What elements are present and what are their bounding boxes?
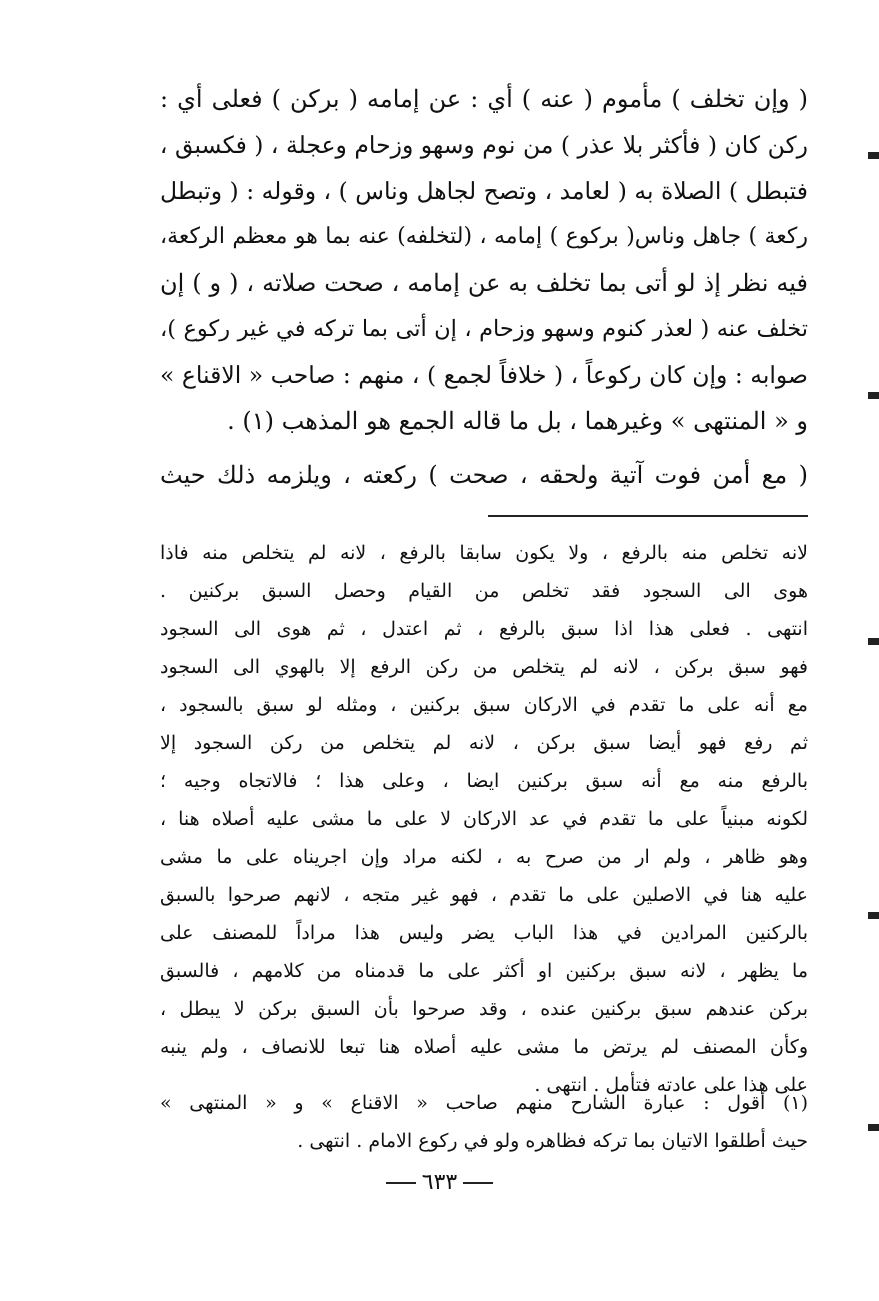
page-number-dash xyxy=(463,1182,493,1184)
main-text-line: تخلف عنه ( لعذر كنوم وسهو وزحام ، إن أتى بما تركه في غير ركوع )، xyxy=(160,316,808,342)
main-text-line: و « المنتهى » وغيرهما ، بل ما قاله الجمع هو المذهب (١) . xyxy=(227,407,808,435)
commentary-line: وهو ظاهر ، ولم ار من صرح به ، لكنه مراد وإن اجريناه على ما مشى xyxy=(160,846,808,868)
commentary-line: بالرفع منه مع أنه سبق بركنين ايضا ، وعلى هذا ؛ فالاتجاه وجيه ؛ xyxy=(160,770,808,792)
commentary-line: انتهى . فعلى هذا اذا سبق بالرفع ، ثم اعتدل ، ثم هوى الى السجود xyxy=(160,618,808,640)
scan-margin-mark xyxy=(868,1124,879,1131)
scan-margin-mark xyxy=(868,912,879,919)
scan-margin-mark xyxy=(868,638,879,645)
commentary-line: لكونه مبنياً على ما تقدم في عد الاركان لا على ما مشى عليه أصلاه هنا ، xyxy=(160,808,808,830)
footnote-line: (١) أقول : عبارة الشارح منهم صاحب « الاقناع » و « المنتهى » xyxy=(160,1092,808,1114)
footnote-line: حيث أطلقوا الاتيان بما تركه فظاهره ولو في ركوع الامام . انتهى . xyxy=(297,1130,808,1152)
footnote-separator xyxy=(488,515,808,517)
commentary-line: هوى الى السجود فقد تخلص من القيام وحصل السبق بركنين . xyxy=(160,580,808,602)
commentary-line: ثم رفع فهو أيضا سبق بركن ، لانه لم يتخلص من ركن السجود إلا xyxy=(160,732,808,754)
commentary-line: بركن عندهم سبق بركنين عنده ، وقد صرحوا بأن السبق بركن لا يبطل ، xyxy=(160,998,808,1020)
scan-margin-mark xyxy=(868,152,879,159)
commentary-line: على هذا على عادته فتأمل . انتهى . xyxy=(534,1074,808,1096)
main-text-line: ( وإن تخلف ) مأموم ( عنه ) أي : عن إمامه ( بركن ) فعلى أي : xyxy=(160,85,808,113)
main-text-line: ركعة ) جاهل وناس( بركوع ) إمامه ، (لتخلفه) عنه بما هو معظم الركعة، xyxy=(160,224,808,249)
page-number-dash xyxy=(386,1182,416,1184)
main-text-line: صوابه : وإن كان ركوعاً ، ( خلافاً لجمع ) ، منهم : صاحب « الاقناع » xyxy=(160,361,808,389)
commentary-line: وكأن المصنف لم يرتض ما مشى عليه أصلاه هنا تبعا للانصاف ، ولم ينبه xyxy=(160,1036,808,1058)
commentary-line: فهو سبق بركن ، لانه لم يتخلص من ركن الرفع إلا بالهوي الى السجود xyxy=(160,656,808,678)
page-number-value: ٦٣٣ xyxy=(421,1170,458,1195)
main-text-paragraph-start: ( مع أمن فوت آتية ولحقه ، صحت ) ركعته ، ويلزمه ذلك حيث xyxy=(160,461,808,489)
main-text-line: ركن كان ( فأكثر بلا عذر ) من نوم وسهو وزحام وعجلة ، ( فكسبق ، xyxy=(159,131,808,159)
commentary-line: لانه تخلص منه بالرفع ، ولا يكون سابقا بالرفع ، لانه لم يتخلص منه فاذا xyxy=(160,542,808,564)
main-text-line: فيه نظر إذ لو أتى بما تخلف به عن إمامه ، صحت صلاته ، ( و ) إن xyxy=(160,269,808,297)
main-text-line: فتبطل ) الصلاة به ( لعامد ، وتصح لجاهل وناس ) ، وقوله : ( وتبطل xyxy=(160,177,808,205)
scan-margin-mark xyxy=(868,392,879,399)
commentary-line: ما يظهر ، لانه سبق بركنين او أكثر على ما قدمناه من كلامهم ، فالسبق xyxy=(160,960,808,982)
commentary-line: عليه هنا في الاصلين على ما تقدم ، فهو غير متجه ، لانهم صرحوا بالسبق xyxy=(160,884,808,906)
commentary-line: بالركنين المرادين في هذا الباب يضر وليس هذا مراداً للمصنف على xyxy=(160,922,808,944)
commentary-line: مع أنه على ما تقدم في الاركان سبق بركنين ، ومثله لو سبق بالسجود ، xyxy=(160,694,808,716)
page-number xyxy=(0,1170,879,1195)
